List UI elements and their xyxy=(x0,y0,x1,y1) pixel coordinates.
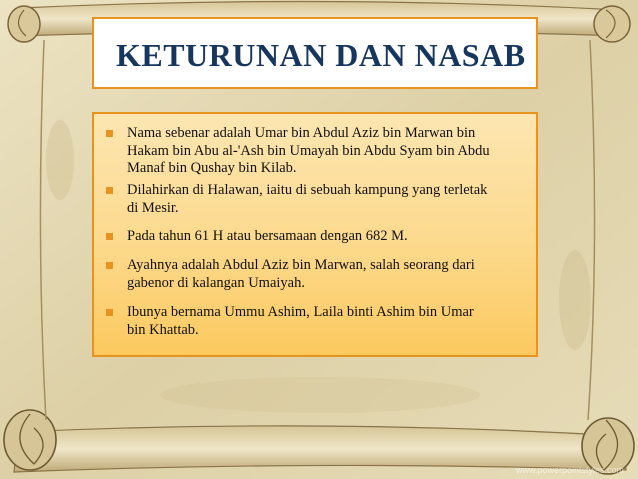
slide-title: KETURUNAN DAN NASAB xyxy=(116,37,526,73)
bullet-item xyxy=(106,257,526,292)
bullet-item xyxy=(106,125,526,178)
content-box xyxy=(92,112,538,357)
bullet-text: Nama sebenar adalah Umar bin Abdul Aziz bin Marwan bin Hakam bin Abu al-'Ash bin Umayah bin Abdu Syam bin Abdu Manaf bin Qushay bin Kilab. xyxy=(127,125,490,176)
bullet-text: Ibunya bernama Ummu Ashim, Laila binti Ashim bin Umar bin Khattab. xyxy=(127,304,474,338)
square-bullet-icon xyxy=(106,262,113,269)
bullet-text: Pada tahun 61 H atau bersamaan dengan 682 M. xyxy=(127,228,408,244)
title-box xyxy=(92,17,538,89)
square-bullet-icon xyxy=(106,130,113,137)
square-bullet-icon xyxy=(106,233,113,240)
bullet-item xyxy=(106,228,526,246)
bullet-text: Dilahirkan di Halawan, iaitu di sebuah kampung yang terletak di Mesir. xyxy=(127,182,488,216)
square-bullet-icon xyxy=(106,187,113,194)
bullet-item xyxy=(106,182,526,217)
watermark: www.powerpointstyles.com xyxy=(515,465,624,475)
square-bullet-icon xyxy=(106,309,113,316)
bullet-text: Ayahnya adalah Abdul Aziz bin Marwan, salah seorang dari gabenor di kalangan Umaiyah. xyxy=(127,257,475,291)
bullet-item xyxy=(106,304,526,339)
